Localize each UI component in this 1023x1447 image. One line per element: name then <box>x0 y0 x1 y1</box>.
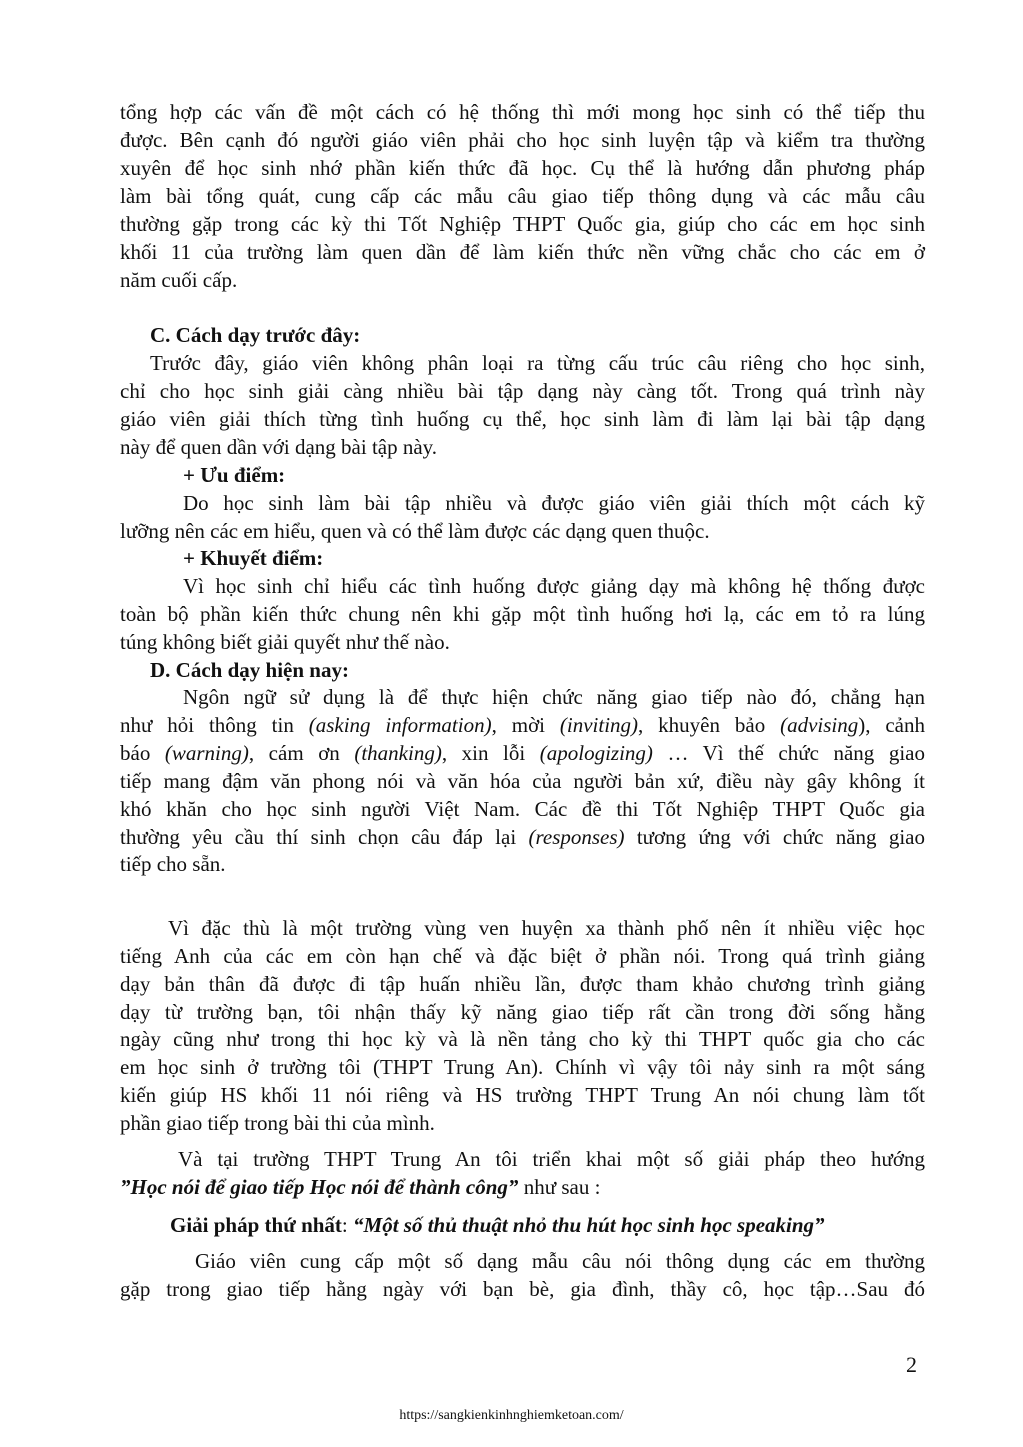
solution-heading: Giải pháp thứ nhất: “Một số thủ thuật nhỏ thu hút học sinh học speaking” <box>170 1213 825 1237</box>
text-line: Vì học sinh chỉ hiểu các tình huống được giảng dạy mà không hệ thống được <box>183 574 925 598</box>
text-line: ngày cũng như trong thi học kỳ và là nền tảng cho kỳ thi THPT quốc gia cho các <box>120 1027 925 1051</box>
text-line: kiến giúp HS khối 11 nói riêng và HS trường THPT Trung An nói chung làm tốt <box>120 1083 925 1107</box>
text-line: làm bài tổng quát, cung cấp các mẫu câu giao tiếp thông dụng và các mẫu câu <box>120 184 925 208</box>
text-line: toàn bộ phần kiến thức chung nên khi gặp một tình huống hơi lạ, các em tỏ ra lúng <box>120 602 925 626</box>
section-heading-c: C. Cách dạy trước đây: <box>150 323 361 347</box>
text-line: Và tại trường THPT Trung An tôi triển khai một số giải pháp theo hướng <box>178 1147 925 1171</box>
footer-url[interactable]: https://sangkienkinhnghiemketoan.com/ <box>399 1408 624 1423</box>
text-line: Vì đặc thù là một trường vùng ven huyện xa thành phố nên ít nhiều việc học <box>168 916 925 940</box>
text-line: khó khăn cho học sinh người Việt Nam. Các đề thi Tốt Nghiệp THPT Quốc gia <box>120 797 925 821</box>
text-line: lưỡng nên các em hiểu, quen và có thể làm được các dạng quen thuộc. <box>120 519 710 543</box>
text-line: tiếp mang đậm văn phong nói và văn hóa của người bản xứ, điều này gây không ít <box>120 769 925 793</box>
text-line: xuyên để học sinh nhớ phần kiến thức đã học. Cụ thể là hướng dẫn phương pháp <box>120 156 925 180</box>
text-line: dạy bản thân đã được đi tập huấn nhiều lần, được tham khảo chương trình giảng <box>120 972 925 996</box>
text-line: Ngôn ngữ sử dụng là để thực hiện chức năng giao tiếp nào đó, chẳng hạn <box>183 685 925 709</box>
text-line: như hỏi thông tin (asking information), mời (inviting), khuyên bảo (advising), cảnh <box>120 713 925 737</box>
text-line: tổng hợp các vấn đề một cách có hệ thống thì mới mong học sinh có thể tiếp thu <box>120 100 925 124</box>
text-line: giáo viên giải thích từng tình huống cụ thể, học sinh làm đi làm lại bài tập dạng <box>120 407 925 431</box>
text-line: em học sinh ở trường tôi (THPT Trung An). Chính vì vậy tôi nảy sinh ra một sáng <box>120 1055 925 1079</box>
text-line: thường yêu cầu thí sinh chọn câu đáp lại (responses) tương ứng với chức năng giao <box>120 825 925 849</box>
text-line: khối 11 của trường làm quen dần để làm kiến thức nền vững chắc cho các em ở <box>120 240 925 264</box>
text-line: báo (warning), cám ơn (thanking), xin lỗi (apologizing) … Vì thế chức năng giao <box>120 741 925 765</box>
section-heading-d: D. Cách dạy hiện nay: <box>150 658 349 682</box>
text-line: thường gặp trong các kỳ thi Tốt Nghiệp THPT Quốc gia, giúp cho các em học sinh <box>120 212 925 236</box>
text-line: phần giao tiếp trong bài thi của mình. <box>120 1111 435 1135</box>
disadvantage-heading: + Khuyết điểm: <box>183 546 324 570</box>
text-line: chỉ cho học sinh giải càng nhiều bài tập dạng này càng tốt. Trong quá trình này <box>120 379 925 403</box>
text-line: Giáo viên cung cấp một số dạng mẫu câu nói thông dụng các em thường <box>195 1249 925 1273</box>
text-line: túng không biết giải quyết như thế nào. <box>120 630 450 654</box>
text-line: ”Học nói để giao tiếp Học nói để thành công” như sau : <box>120 1175 601 1199</box>
text-line: tiếng Anh của các em còn hạn chế và đặc biệt ở phần nói. Trong quá trình giảng <box>120 944 925 968</box>
text-line: gặp trong giao tiếp hằng ngày với bạn bè, gia đình, thầy cô, học tập…Sau đó <box>120 1277 925 1301</box>
text-line: tiếp cho sẵn. <box>120 852 226 876</box>
text-line: Do học sinh làm bài tập nhiều và được giáo viên giải thích một cách kỹ <box>183 491 925 515</box>
advantage-heading: + Ưu điểm: <box>183 463 286 487</box>
page-number: 2 <box>906 1352 917 1377</box>
text-line: năm cuối cấp. <box>120 268 238 292</box>
text-line: Trước đây, giáo viên không phân loại ra từng cấu trúc câu riêng cho học sinh, <box>150 351 925 375</box>
text-line: dạy từ trường bạn, tôi nhận thấy kỹ năng giao tiếp rất cần trong đời sống hằng <box>120 1000 925 1024</box>
text-line: này để quen dần với dạng bài tập này. <box>120 435 438 459</box>
text-line: được. Bên cạnh đó người giáo viên phải cho học sinh luyện tập và kiểm tra thường <box>120 128 925 152</box>
